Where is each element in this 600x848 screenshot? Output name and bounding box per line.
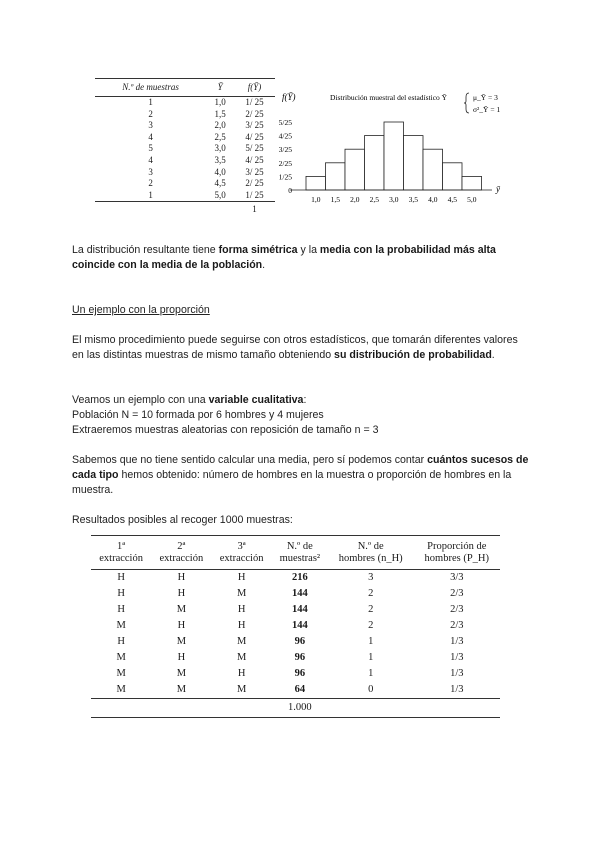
table-cell: H xyxy=(117,604,125,615)
text: Sabemos que no tiene sentido calcular una media, pero sí podemos contar xyxy=(72,454,428,466)
table-cell: 2 xyxy=(148,178,153,189)
column-header xyxy=(272,536,328,570)
table-cell: 144 xyxy=(291,604,308,615)
table-cell: H xyxy=(177,620,186,631)
table-cell: 5/ 25 xyxy=(245,143,264,154)
table-cell: 2/ 25 xyxy=(245,108,264,119)
table-cell: M xyxy=(91,682,151,699)
table-total-row xyxy=(91,699,500,718)
table-row xyxy=(91,650,500,666)
table-row xyxy=(95,109,275,121)
example-line-3: Extraeremos muestras aleatorias con reposición de tamaño n = 3 xyxy=(72,424,379,436)
table-cell: 4,0 xyxy=(214,166,226,177)
table-cell: 4,5 xyxy=(214,178,226,189)
bold-text: media con la probabilidad más alta coincide con la media de la población xyxy=(72,244,496,271)
x-tick-label: 1,0 xyxy=(311,195,321,204)
table-cell: 3 xyxy=(368,572,374,583)
chart-y-ticks xyxy=(279,118,293,195)
table-cell: 1.000 xyxy=(272,699,328,718)
table-cell: 2/3 xyxy=(450,588,464,599)
x-tick-label: 1,5 xyxy=(330,195,340,204)
header-y-bar: Ȳ xyxy=(206,79,234,97)
table-row xyxy=(95,132,275,144)
frequency-table xyxy=(95,78,275,216)
column-header xyxy=(91,536,151,570)
table-cell: 3/ 25 xyxy=(245,166,264,177)
histogram-bar xyxy=(423,149,443,190)
paragraph-example xyxy=(72,393,532,438)
table-cell: H xyxy=(117,636,125,647)
text: . xyxy=(262,259,266,271)
x-tick-label: 2,5 xyxy=(369,195,379,204)
table-cell xyxy=(95,202,206,216)
column-header-line: 3ª xyxy=(237,541,246,552)
table-cell: 1 xyxy=(148,97,153,107)
table-cell: 1/ 25 xyxy=(245,97,264,107)
column-header xyxy=(212,536,272,570)
table-cell xyxy=(414,699,500,718)
table-row xyxy=(95,143,275,155)
column-header-line: extracción xyxy=(219,553,264,564)
table-cell: M xyxy=(176,668,187,679)
table-cell: M xyxy=(116,652,126,663)
frequency-table-body xyxy=(95,97,275,216)
column-header-line: N.º de xyxy=(286,541,313,552)
x-tick-label: 5,0 xyxy=(467,195,477,204)
text: y la xyxy=(297,244,320,256)
paragraph-results-intro: Resultados posibles al recoger 1000 muestras: xyxy=(72,514,293,526)
table-cell: H xyxy=(117,588,125,599)
table-cell: M xyxy=(176,604,187,615)
table-cell: 96 xyxy=(294,668,306,679)
column-header-line: muestras² xyxy=(279,553,321,564)
table-cell: 2/ 25 xyxy=(245,178,264,189)
sample-results-table xyxy=(91,535,500,718)
column-header-line: 1ª xyxy=(117,541,126,552)
table-row xyxy=(91,666,500,682)
y-tick-label: 5/25 xyxy=(278,118,292,127)
table-cell: H xyxy=(177,572,186,583)
chart-x-axis-label: ȳ xyxy=(496,184,500,194)
chart-bars xyxy=(306,122,482,190)
table-cell: 3/ 25 xyxy=(245,120,264,131)
table-cell: M xyxy=(212,682,272,699)
table-cell: 64 xyxy=(272,682,328,699)
sample-table-header xyxy=(91,536,500,570)
table-row xyxy=(95,178,275,190)
histogram-bar xyxy=(306,176,326,190)
text: La distribución resultante tiene xyxy=(72,244,219,256)
table-row xyxy=(91,570,500,587)
x-tick-label: 3,5 xyxy=(408,195,418,204)
text: hemos obtenido: número de hombres en la muestra o proporción de hombres en la muestra. xyxy=(72,469,512,496)
table-cell: M xyxy=(236,588,247,599)
table-row xyxy=(91,586,500,602)
table-cell: 2,0 xyxy=(214,120,226,131)
table-cell: 2,5 xyxy=(214,131,226,142)
table-cell: 4 xyxy=(148,154,153,165)
y-tick-label: 4/25 xyxy=(278,131,292,141)
table-cell: H xyxy=(117,572,125,583)
table-cell: M xyxy=(151,682,211,699)
x-tick-label: 2,0 xyxy=(350,195,360,204)
example-line-1 xyxy=(72,393,532,408)
chart-annotation-brace xyxy=(464,93,469,113)
histogram-bar xyxy=(365,136,385,190)
table-cell: 1/3 xyxy=(450,668,464,679)
table-cell xyxy=(212,699,272,718)
table-cell: 3,0 xyxy=(214,143,226,154)
paragraph-counting xyxy=(72,453,532,498)
column-header xyxy=(328,536,414,570)
table-cell: 0 xyxy=(328,682,414,699)
histogram-bar xyxy=(384,122,404,190)
bold-text: variable cualitativa xyxy=(208,394,304,406)
sampling-distribution-histogram xyxy=(270,88,505,210)
table-cell: 1,5 xyxy=(214,108,226,119)
table-cell: 3 xyxy=(148,166,153,177)
table-cell: 3/3 xyxy=(450,572,464,583)
table-row xyxy=(95,97,275,109)
table-cell: 2 xyxy=(368,620,374,631)
table-cell: 1/3 xyxy=(450,652,464,663)
table-cell: M xyxy=(116,620,126,631)
text: : xyxy=(303,394,307,406)
table-cell: 96 xyxy=(294,652,306,663)
table-cell: 2 xyxy=(368,604,374,615)
table-cell: 4 xyxy=(148,131,153,142)
table-cell: 2 xyxy=(148,108,153,119)
table-cell: 2 xyxy=(368,588,374,599)
table-cell: H xyxy=(177,652,186,663)
column-header-line: extracción xyxy=(99,553,143,564)
histogram-bar xyxy=(404,136,424,190)
table-cell: 4/ 25 xyxy=(245,131,264,142)
table-cell: 96 xyxy=(294,636,306,647)
table-row xyxy=(91,682,500,699)
table-row xyxy=(95,155,275,167)
column-header xyxy=(151,536,211,570)
column-header-line: hombres (n_H) xyxy=(338,553,403,564)
y-tick-label: 2/25 xyxy=(278,158,292,168)
histogram-bar xyxy=(326,163,346,190)
y-tick-label: 3/25 xyxy=(278,145,292,155)
table-row xyxy=(95,190,275,202)
bold-text: su distribución de probabilidad xyxy=(334,349,492,361)
table-cell: H xyxy=(177,588,186,599)
header-f-y-bar: f(Ȳ) xyxy=(234,79,275,97)
column-header-line: N.º de xyxy=(357,541,384,552)
table-row xyxy=(95,120,275,132)
table-cell: 1/3 xyxy=(450,636,464,647)
table-cell: H xyxy=(237,668,246,679)
table-cell: 1/3 xyxy=(414,682,500,699)
bold-text: forma simétrica xyxy=(218,244,298,256)
x-tick-label: 4,5 xyxy=(447,195,457,204)
chart-x-ticks xyxy=(311,195,477,204)
table-row xyxy=(95,167,275,179)
chart-title: Distribución muestral del estadístico Ȳ xyxy=(330,93,448,102)
text: El mismo procedimiento puede seguirse con otros estadísticos, que tomarán diferentes valores en las distintas muestras de mismo tamaño obteniendo xyxy=(72,334,518,361)
histogram-bar xyxy=(345,149,365,190)
example-line-2: Población N = 10 formada por 6 hombres y 4 mujeres xyxy=(72,409,324,421)
text: Veamos un ejemplo con una xyxy=(72,394,209,406)
x-tick-label: 4,0 xyxy=(428,195,438,204)
table-cell: M xyxy=(116,668,126,679)
column-header-line: Proporción de xyxy=(427,541,487,552)
table-cell: 2/3 xyxy=(450,604,464,615)
table-cell: 3,5 xyxy=(214,154,226,165)
table-cell: H xyxy=(237,604,246,615)
column-header-line: extracción xyxy=(159,553,204,564)
table-cell: 3 xyxy=(148,120,153,131)
chart-annotation-mean: μ_Ȳ = 3 xyxy=(473,93,498,102)
table-cell: 5,0 xyxy=(206,190,234,202)
paragraph-procedure xyxy=(72,333,532,363)
table-cell: M xyxy=(236,652,247,663)
table-cell: 1,0 xyxy=(214,97,226,107)
table-cell: 5 xyxy=(148,143,153,154)
table-cell: M xyxy=(176,636,187,647)
table-cell xyxy=(91,699,151,718)
bold-text: cuántos sucesos de cada tipo xyxy=(72,454,529,481)
table-cell: 216 xyxy=(291,572,308,583)
table-cell xyxy=(206,202,234,216)
frequency-table-header xyxy=(95,79,275,97)
x-tick-label: 3,0 xyxy=(389,195,399,204)
column-header-line: 2ª xyxy=(177,541,186,552)
table-row xyxy=(91,618,500,634)
column-header-line: hombres (P_H) xyxy=(424,553,489,564)
table-cell xyxy=(328,699,414,718)
table-cell xyxy=(151,699,211,718)
chart-y-axis-label: f(Ȳ) xyxy=(282,92,296,102)
table-row xyxy=(91,602,500,618)
header-n-muestras: N.º de muestras xyxy=(95,79,206,97)
table-row xyxy=(91,634,500,650)
table-cell: M xyxy=(236,636,247,647)
table-cell: 144 xyxy=(291,588,308,599)
histogram-bar xyxy=(462,176,482,190)
table-cell: 1 xyxy=(368,636,374,647)
histogram-bar xyxy=(443,163,463,190)
table-cell: 1 xyxy=(95,190,206,202)
sample-table-body xyxy=(91,570,500,718)
table-cell: 1 xyxy=(368,652,374,663)
table-cell: 1/ 25 xyxy=(234,190,275,202)
chart-annotation-variance: σ²_Ȳ = 1 xyxy=(473,105,501,114)
table-cell: 1 xyxy=(234,202,275,216)
table-cell: 2/3 xyxy=(450,620,464,631)
section-heading: Un ejemplo con la proporción xyxy=(72,304,210,316)
table-cell: 1 xyxy=(368,668,374,679)
table-cell: H xyxy=(237,620,246,631)
y-tick-label: 1/25 xyxy=(278,172,292,182)
column-header xyxy=(414,536,500,570)
text: . xyxy=(491,349,495,361)
paragraph-symmetric xyxy=(72,243,532,273)
table-cell: 4/ 25 xyxy=(245,154,264,165)
table-total-row xyxy=(95,202,275,216)
table-cell: 144 xyxy=(291,620,308,631)
table-cell: H xyxy=(237,572,246,583)
y-tick-label: 0 xyxy=(288,186,292,195)
